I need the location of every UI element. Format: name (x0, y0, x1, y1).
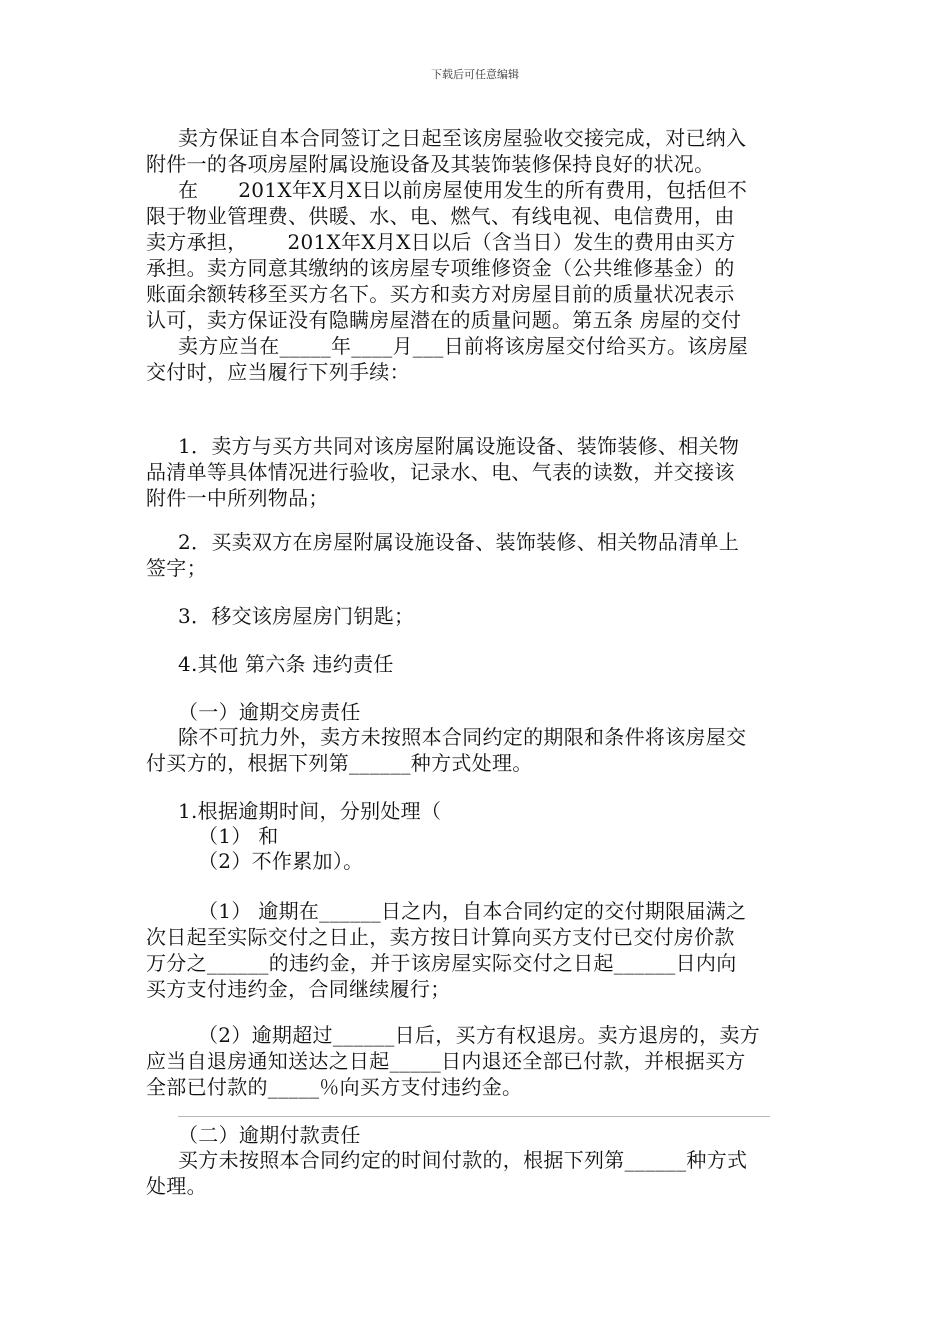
horizontal-rule (178, 1116, 770, 1117)
list-item-line: 附件一中所列物品； (146, 486, 329, 510)
paragraph-line: 承担。卖方同意其缴纳的该房屋专项维修资金（公共维修基金）的 (146, 256, 735, 280)
paragraph-line: （2）不作累加）。 (198, 849, 364, 873)
paragraph-line: 认可，卖方保证没有隐瞒房屋潜在的质量问题。第五条 房屋的交付 (146, 308, 742, 332)
paragraph-line: 在 201X年X月X日以前房屋使用发生的所有费用，包括但不 (178, 178, 748, 202)
paragraph-line: （2）逾期超过______日后，买方有权退房。卖方退房的，卖方 (198, 1023, 761, 1047)
list-item-line: 2．买卖双方在房屋附属设施设备、装饰装修、相关物品清单上 (178, 530, 740, 554)
paragraph-line: 应当自退房通知送达之日起_____日内退还全部已付款，并根据买方 (146, 1049, 746, 1073)
paragraph-line: 1.根据逾期时间，分别处理（ (178, 799, 442, 823)
paragraph-line: 限于物业管理费、供暖、水、电、燃气、有线电视、电信费用，由 (146, 204, 735, 228)
paragraph-line: 全部已付款的_____％向买方支付违约金。 (146, 1075, 523, 1099)
paragraph-line: 卖方保证自本合同签订之日起至该房屋验收交接完成，对已纳入 (178, 126, 747, 150)
paragraph-line: 除不可抗力外，卖方未按照本合同约定的期限和条件将该房屋交 (178, 725, 747, 749)
paragraph-line: 交付时，应当履行下列手续： (146, 360, 410, 384)
paragraph-line: 次日起至实际交付之日止，卖方按日计算向买方支付已交付房价款 (146, 925, 735, 949)
list-item-line: 签字； (146, 556, 207, 580)
paragraph-line: （1） 和 (198, 824, 279, 848)
page-header: 下载后可任意编辑 (431, 68, 519, 81)
paragraph-line: 账面余额转移至买方名下。买方和卖方对房屋目前的质量状况表示 (146, 282, 735, 306)
paragraph-line: 买方支付违约金，合同继续履行； (146, 977, 451, 1001)
list-item-line: 3．移交该房屋房门钥匙； (178, 604, 415, 628)
paragraph-line: 处理。 (146, 1174, 207, 1198)
paragraph-line: 买方未按照本合同约定的时间付款的，根据下列第______种方式 (178, 1148, 748, 1172)
paragraph-line: 附件一的各项房屋附属设施设备及其装饰装修保持良好的状况。 (146, 152, 715, 176)
paragraph-line: 卖方应当在_____年____月___日前将该房屋交付给买方。该房屋 (178, 334, 749, 358)
paragraph-line: （1） 逾期在______日之内，自本合同约定的交付期限届满之 (198, 899, 747, 923)
list-item-line: 1．卖方与买方共同对该房屋附属设施设备、装饰装修、相关物 (178, 434, 740, 458)
section-heading: 4.其他 第六条 违约责任 (178, 652, 394, 676)
list-item-line: 品清单等具体情况进行验收，记录水、电、气表的读数，并交接该 (146, 460, 735, 484)
subsection-heading: （一）逾期交房责任 (178, 700, 361, 724)
paragraph-line: 万分之______的违约金，并于该房屋实际交付之日起______日内向 (146, 951, 737, 975)
subsection-heading: （二）逾期付款责任 (178, 1123, 361, 1147)
paragraph-line: 付买方的，根据下列第______种方式处理。 (146, 751, 533, 775)
paragraph-line: 卖方承担， 201X年X月X日以后（含当日）发生的费用由买方 (146, 230, 736, 254)
